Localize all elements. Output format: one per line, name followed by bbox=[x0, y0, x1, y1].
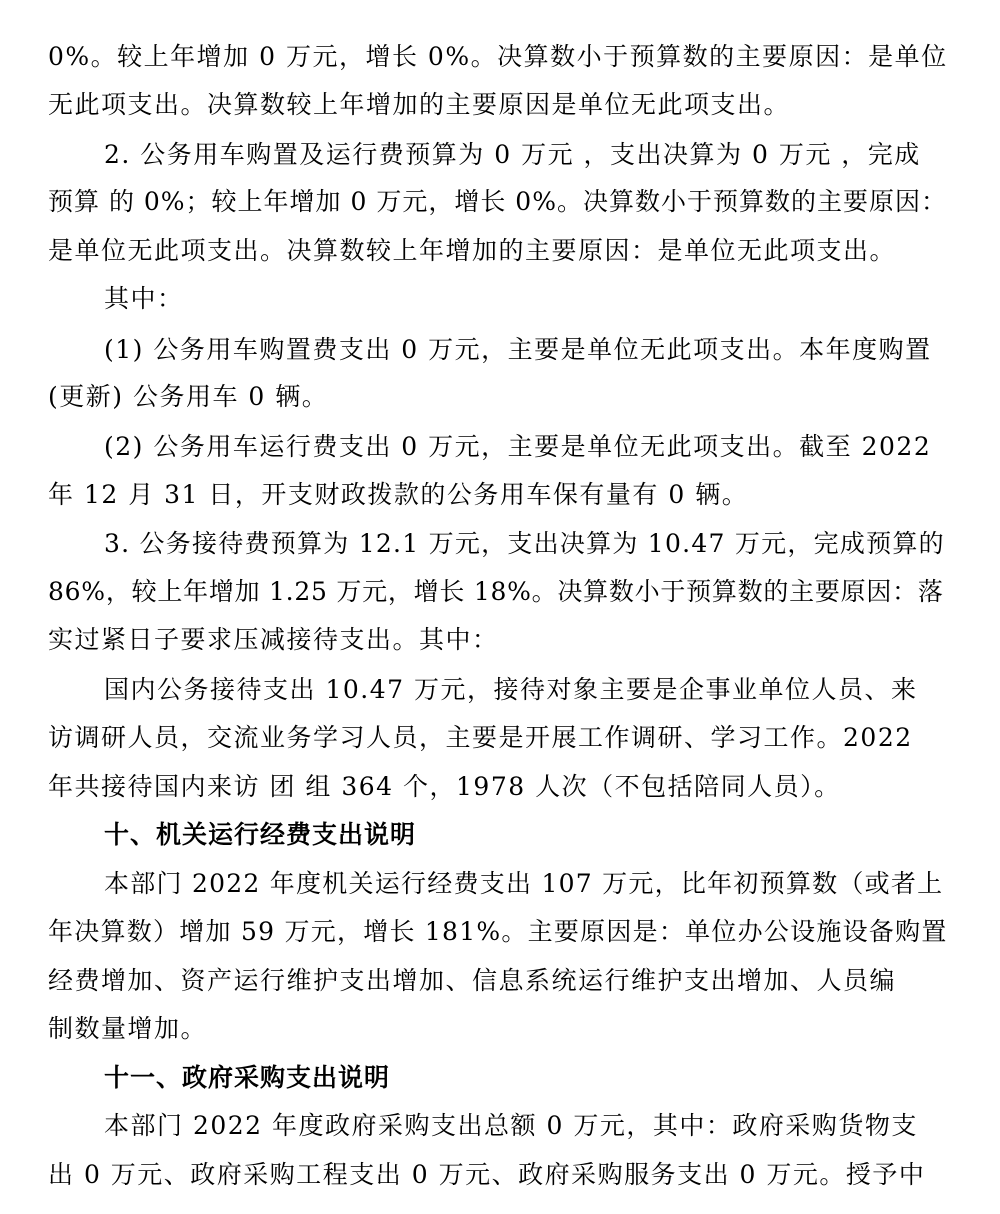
text-line: 2. 公务用车购置及运行费预算为 0 万元 ，支出决算为 0 万元 ，完成 bbox=[104, 140, 921, 169]
text-line: 制数量增加。 bbox=[48, 1014, 208, 1043]
text-line: 出 0 万元、政府采购工程支出 0 万元、政府采购服务支出 0 万元。授予中 bbox=[48, 1160, 926, 1189]
text-line: 实过紧日子要求压减接待支出。其中： bbox=[48, 625, 499, 654]
text-line: 经费增加、资产运行维护支出增加、信息系统运行维护支出增加、人员编 bbox=[48, 966, 897, 995]
text-line: 86%，较上年增加 1.25 万元，增长 18%。决算数小于预算数的主要原因：落 bbox=[48, 577, 944, 606]
text-line: 3. 公务接待费预算为 12.1 万元，支出决算为 10.47 万元，完成预算的 bbox=[104, 529, 945, 558]
text-line: (更新) 公务用车 0 辆。 bbox=[48, 382, 329, 411]
section-heading: 十、机关运行经费支出说明 bbox=[104, 820, 417, 849]
text-line: 年决算数）增加 59 万元，增长 181%。主要原因是：单位办公设施设备购置 bbox=[48, 917, 948, 946]
text-line: 预算 的 0%；较上年增加 0 万元，增长 0%。决算数小于预算数的主要原因： bbox=[48, 187, 947, 216]
text-line: 年共接待国内来访 团 组 364 个，1978 人次（不包括陪同人员）。 bbox=[48, 772, 841, 801]
text-line: 本部门 2022 年度机关运行经费支出 107 万元，比年初预算数（或者上 bbox=[104, 869, 944, 898]
text-line: (1) 公务用车购置费支出 0 万元，主要是单位无此项支出。本年度购置 bbox=[104, 335, 932, 364]
text-line: 国内公务接待支出 10.47 万元，接待对象主要是企事业单位人员、来 bbox=[104, 675, 918, 704]
text-line: 访调研人员，交流业务学习人员，主要是开展工作调研、学习工作。2022 bbox=[48, 723, 913, 752]
text-line: 本部门 2022 年度政府采购支出总额 0 万元，其中：政府采购货物支 bbox=[104, 1111, 918, 1140]
text-line: 年 12 月 31 日，开支财政拨款的公务用车保有量有 0 辆。 bbox=[48, 480, 749, 509]
text-line: 其中： bbox=[104, 284, 184, 313]
section-heading: 十一、政府采购支出说明 bbox=[104, 1063, 391, 1092]
text-line: (2) 公务用车运行费支出 0 万元，主要是单位无此项支出。截至 2022 bbox=[104, 432, 932, 461]
text-line: 无此项支出。决算数较上年增加的主要原因是单位无此项支出。 bbox=[48, 90, 791, 119]
text-line: 是单位无此项支出。决算数较上年增加的主要原因：是单位无此项支出。 bbox=[48, 236, 897, 265]
text-line: 0%。较上年增加 0 万元，增长 0%。决算数小于预算数的主要原因：是单位 bbox=[48, 42, 948, 71]
